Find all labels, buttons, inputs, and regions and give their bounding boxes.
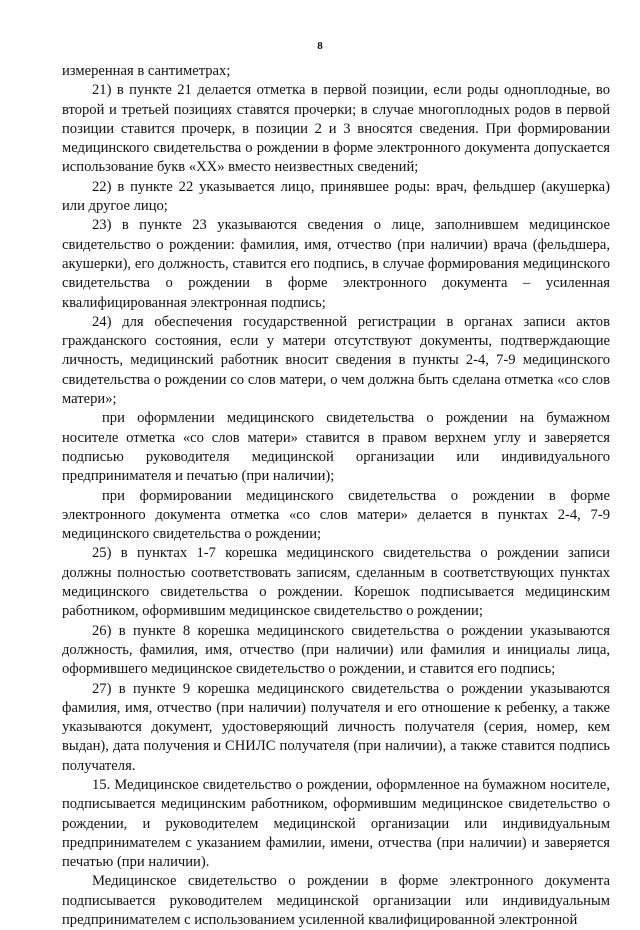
paragraph-item-27: 27) в пункте 9 корешка медицинского свидетельства о рождении указываются фамилия, имя, отчество (при наличии) получателя и его отношение к ребенку, а также указываются документ, удостоверяющий личность получателя (серия, номер, кем выдан), дата получения и СНИЛС получателя (при наличии), а также ставится подпись получателя. bbox=[62, 680, 610, 774]
paragraph-item-26: 26) в пункте 8 корешка медицинского свидетельства о рождении указываются должность, фамилия, имя, отчество (при наличии) или фамилия и инициалы лица, оформившего медицинское свидетельство о рождении, и ставится его подпись; bbox=[62, 622, 610, 678]
page-number: 8 bbox=[317, 40, 323, 52]
paragraph-electronic-signature: Медицинское свидетельство о рождении в форме электронного документа подписывается руководителем медицинской организации или индивидуальным предпринимателем с использованием усиленной квалифицированной электронной bbox=[62, 873, 610, 929]
paragraph-item-25: 25) в пунктах 1-7 корешка медицинского свидетельства о рождении записи должны полностью соответствовать записям, сделанным в соответствующих пунктах медицинского свидетельства о рождении. Корешок подписывается медицинским работником, оформившим медицинское свидетельство о рождении; bbox=[62, 545, 610, 620]
paragraph-item-24: 24) для обеспечения государственной регистрации в органах записи актов гражданского состояния, если у матери отсутствуют документы, подтверждающие личность, медицинский работник вносит сведения в пункты 2-4, 7-9 медицинского свидетельства о рождении со слов матери, о чем должна быть сделана отметка «со слов матери»; bbox=[62, 313, 610, 408]
document-body bbox=[62, 62, 610, 930]
paragraph-electronic-form-note: при формировании медицинского свидетельства о рождении в форме электронного документа отметка «со слов матери» делается в пунктах 2-4, 7-9 медицинского свидетельства о рождении; bbox=[62, 487, 610, 543]
paragraph-item-23: 23) в пункте 23 указываются сведения о лице, заполнившем медицинское свидетельство о рождении: фамилия, имя, отчество (при наличии) врача (фельдшера, акушерки), его должность, ставится его подпись, в случае формирования медицинского свидетельства о рождении в форме электронного документа – усиленная квалифицированная электронная подпись; bbox=[62, 217, 610, 311]
paragraph-paper-form-note: при оформлении медицинского свидетельства о рождении на бумажном носителе отметка «со слов матери» ставится в правом верхнем углу и заверяется подписью руководителя медицинской организации или индивидуального предпринимателя и печатью (при наличии); bbox=[62, 410, 610, 485]
paragraph-item-22: 22) в пункте 22 указывается лицо, принявшее роды: врач, фельдшер (акушерка) или другое лицо; bbox=[62, 178, 610, 215]
paragraph-continuation: измеренная в сантиметрах; bbox=[62, 63, 231, 79]
paragraph-section-15: 15. Медицинское свидетельство о рождении, оформленное на бумажном носителе, подписывается медицинским работником, оформившим медицинское свидетельство о рождении, и руководителем медицинской организации или индивидуальным предпринимателем с указанием фамилии, имени, отчества (при наличии) и заверяется печатью (при наличии). bbox=[62, 776, 610, 871]
paragraph-item-21: 21) в пункте 21 делается отметка в первой позиции, если роды одноплодные, во второй и третьей позициях ставятся прочерки; в случае многоплодных родов в первой позиции ставится прочерк, в позиции 2 и 3 вносятся сведения. При формировании медицинского свидетельства о рождении в форме электронного документа допускается использование букв «XX» вместо неизвестных сведений; bbox=[62, 82, 610, 176]
